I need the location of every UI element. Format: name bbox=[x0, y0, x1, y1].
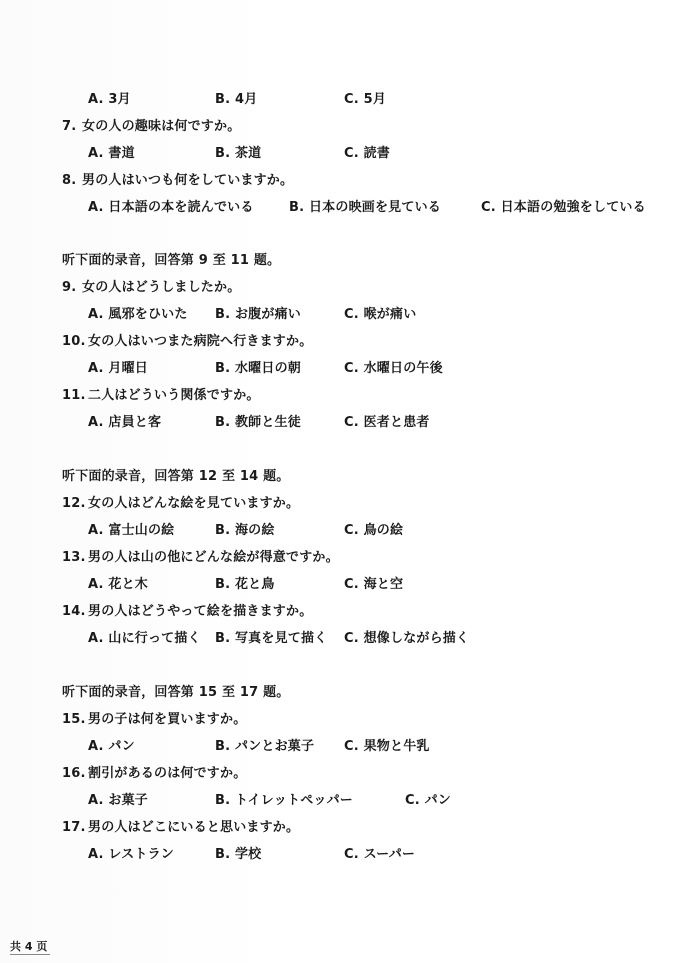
q12-option-b: B. 海の絵 bbox=[215, 523, 275, 538]
q7-option-a: A. 書道 bbox=[88, 146, 135, 161]
q10-option-b: B. 水曜日の朝 bbox=[215, 361, 301, 376]
q8-option-b: B. 日本の映画を見ている bbox=[289, 200, 441, 215]
q17-number: 17. bbox=[62, 820, 86, 835]
q15-option-b: B. パンとお菓子 bbox=[215, 739, 315, 754]
q11-option-b: B. 教師と生徒 bbox=[215, 415, 301, 430]
footer-divider bbox=[10, 954, 50, 961]
q11-option-a: A. 店員と客 bbox=[88, 415, 162, 430]
q17-option-b: B. 学校 bbox=[215, 847, 262, 862]
section-heading-9-11: 听下面的录音，回答第 9 至 11 题。 bbox=[62, 253, 281, 268]
q9-option-a: A. 風邪をひいた bbox=[88, 307, 188, 322]
q17-option-c: C. スーパー bbox=[344, 847, 416, 862]
q13-option-a: A. 花と木 bbox=[88, 577, 148, 592]
q12-number: 12. bbox=[62, 496, 86, 511]
q9-option-c: C. 喉が痛い bbox=[344, 307, 417, 322]
q13-option-c: C. 海と空 bbox=[344, 577, 404, 592]
q13-option-b: B. 花と鳥 bbox=[215, 577, 275, 592]
q8-number: 8. bbox=[62, 173, 77, 188]
q12-option-c: C. 鳥の絵 bbox=[344, 523, 404, 538]
q8-option-a: A. 日本語の本を読んでいる bbox=[88, 200, 254, 215]
q14-option-b: B. 写真を見て描く bbox=[215, 631, 328, 646]
q7-option-b: B. 茶道 bbox=[215, 146, 262, 161]
q6-option-a: A. 3月 bbox=[88, 92, 131, 107]
q7-question: 女の人の趣味は何ですか。 bbox=[82, 119, 241, 134]
q12-option-a: A. 富士山の絵 bbox=[88, 523, 175, 538]
q11-question: 二人はどういう関係ですか。 bbox=[88, 388, 260, 403]
q7-number: 7. bbox=[62, 119, 77, 134]
q9-number: 9. bbox=[62, 280, 77, 295]
q6-option-b: B. 4月 bbox=[215, 92, 258, 107]
q16-option-b: B. トイレットペッパー bbox=[215, 793, 353, 808]
q9-option-b: B. お腹が痛い bbox=[215, 307, 301, 322]
q8-option-c: C. 日本語の勉強をしている bbox=[481, 200, 646, 215]
q15-number: 15. bbox=[62, 712, 86, 727]
page-count-footer: 共 4 页 bbox=[10, 940, 48, 953]
q10-option-a: A. 月曜日 bbox=[88, 361, 148, 376]
q10-question: 女の人はいつまた病院へ行きますか。 bbox=[88, 334, 313, 349]
q15-question: 男の子は何を買いますか。 bbox=[88, 712, 247, 727]
q16-option-c: C. パン bbox=[405, 793, 452, 808]
q10-option-c: C. 水曜日の午後 bbox=[344, 361, 443, 376]
q16-option-a: A. お菓子 bbox=[88, 793, 148, 808]
section-heading-12-14: 听下面的录音，回答第 12 至 14 题。 bbox=[62, 469, 290, 484]
q14-number: 14. bbox=[62, 604, 86, 619]
q9-question: 女の人はどうしましたか。 bbox=[82, 280, 241, 295]
q7-option-c: C. 読書 bbox=[344, 146, 391, 161]
q12-question: 女の人はどんな絵を見ていますか。 bbox=[88, 496, 300, 511]
q10-number: 10. bbox=[62, 334, 86, 349]
q17-option-a: A. レストラン bbox=[88, 847, 174, 862]
q8-question: 男の人はいつも何をしていますか。 bbox=[82, 173, 294, 188]
q15-option-c: C. 果物と牛乳 bbox=[344, 739, 430, 754]
section-heading-15-17: 听下面的录音，回答第 15 至 17 题。 bbox=[62, 685, 290, 700]
q17-question: 男の人はどこにいると思いますか。 bbox=[88, 820, 300, 835]
q11-number: 11. bbox=[62, 388, 86, 403]
q16-question: 割引があるのは何ですか。 bbox=[88, 766, 247, 781]
q15-option-a: A. パン bbox=[88, 739, 135, 754]
q13-question: 男の人は山の他にどんな絵が得意ですか。 bbox=[88, 550, 339, 565]
q11-option-c: C. 医者と患者 bbox=[344, 415, 430, 430]
q16-number: 16. bbox=[62, 766, 86, 781]
q14-question: 男の人はどうやって絵を描きますか。 bbox=[88, 604, 313, 619]
q14-option-a: A. 山に行って描く bbox=[88, 631, 201, 646]
q14-option-c: C. 想像しながら描く bbox=[344, 631, 470, 646]
q6-option-c: C. 5月 bbox=[344, 92, 387, 107]
q13-number: 13. bbox=[62, 550, 86, 565]
